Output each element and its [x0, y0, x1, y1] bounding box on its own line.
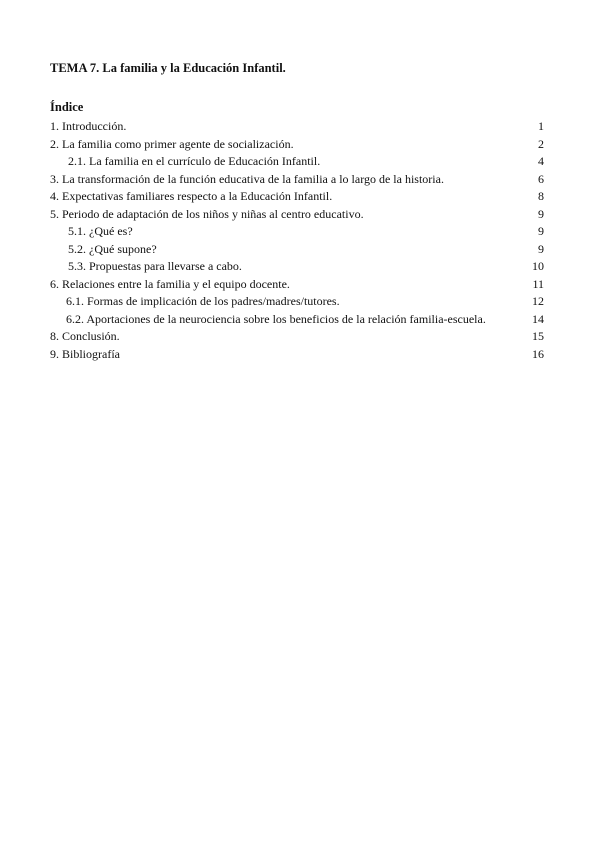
toc-subentry[interactable]: [50, 241, 544, 259]
toc-entry[interactable]: [50, 276, 544, 294]
toc-entry[interactable]: [50, 328, 544, 346]
toc-entry[interactable]: [50, 188, 544, 206]
toc-entry-page: 15: [532, 329, 544, 343]
toc-entry-label: 6.2. Aportaciones de la neurociencia sobre los beneficios de la relación familia-escuela.: [66, 311, 486, 326]
toc-entry-page: 4: [538, 154, 544, 168]
toc-entry-label: 4. Expectativas familiares respecto a la Educación Infantil.: [50, 189, 333, 203]
toc-heading: Índice: [50, 100, 84, 114]
toc-entry-page: 14: [532, 311, 544, 326]
toc-entry-label: 5.3. Propuestas para llevarse a cabo.: [68, 259, 242, 273]
toc-entry[interactable]: [50, 118, 544, 136]
toc-entry-page: 1: [538, 119, 544, 133]
toc-entry-label: 2. La familia como primer agente de socialización.: [50, 136, 294, 151]
toc-subentry[interactable]: [50, 293, 544, 311]
toc-entry-page: 12: [532, 294, 544, 308]
toc-entry[interactable]: [50, 136, 544, 154]
toc-entry[interactable]: [50, 206, 544, 224]
toc-subentry[interactable]: [50, 311, 544, 329]
toc-entry-page: 11: [532, 276, 544, 291]
toc-entry-page: 9: [538, 241, 544, 256]
toc-entry[interactable]: [50, 171, 544, 189]
toc-entry-page: 9: [538, 224, 544, 238]
toc-entry-label: 5. Periodo de adaptación de los niños y niñas al centro educativo.: [50, 206, 364, 221]
toc-entry-label: 5.1. ¿Qué es?: [68, 224, 133, 238]
toc-entry-label: 8. Conclusión.: [50, 329, 120, 343]
toc-entry-label: 2.1. La familia en el currículo de Educación Infantil.: [68, 154, 321, 168]
toc-entry-page: 6: [538, 171, 544, 186]
toc-subentry[interactable]: [50, 258, 544, 276]
toc-entry-label: 5.2. ¿Qué supone?: [68, 241, 157, 256]
toc-entry-page: 9: [538, 206, 544, 221]
toc-entry-page: 16: [532, 346, 544, 361]
toc-entry-label: 6.1. Formas de implicación de los padres/madres/tutores.: [66, 294, 340, 308]
toc-entry-page: 8: [538, 189, 544, 203]
toc-subentry[interactable]: [50, 223, 544, 241]
toc-entry-label: 6. Relaciones entre la familia y el equipo docente.: [50, 276, 290, 291]
table-of-contents: [50, 118, 544, 363]
toc-subentry[interactable]: [50, 153, 544, 171]
toc-entry[interactable]: [50, 346, 544, 364]
toc-entry-label: 9. Bibliografía: [50, 346, 120, 361]
toc-entry-page: 10: [532, 259, 544, 273]
toc-entry-page: 2: [538, 136, 544, 151]
document-title: TEMA 7. La familia y la Educación Infantil.: [50, 61, 286, 75]
toc-entry-label: 3. La transformación de la función educativa de la familia a lo largo de la historia.: [50, 171, 444, 186]
toc-entry-label: 1. Introducción.: [50, 119, 127, 133]
